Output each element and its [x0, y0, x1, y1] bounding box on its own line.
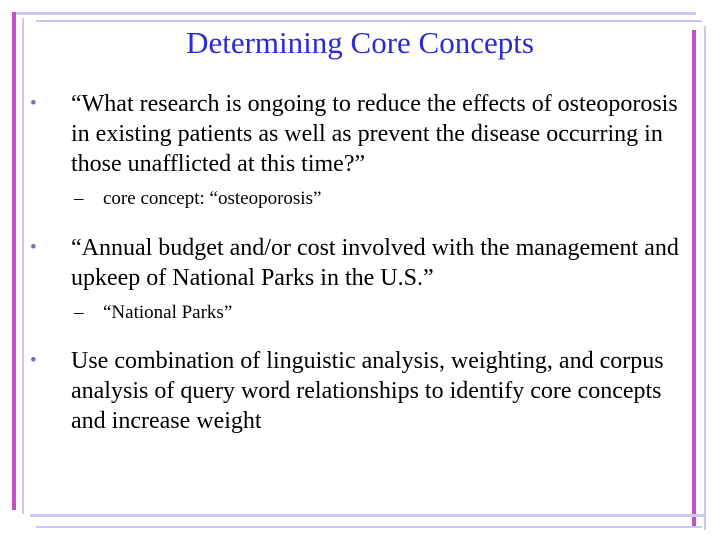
slide-title: Determining Core Concepts: [186, 25, 534, 60]
frame-top-inner-line: [36, 20, 702, 22]
sub-bullet-marker: –: [74, 188, 84, 209]
frame-bottom-line: [30, 514, 706, 517]
sub-bullet-text: “National Parks”: [103, 302, 233, 323]
bullet-item: [30, 346, 690, 436]
frame-bottom-outer-line: [36, 526, 702, 528]
sub-bullet-item: [30, 187, 690, 211]
bullet-text: “What research is ongoing to reduce the effects of osteoporosis in existing patients as well as prevent the disease occurring in those unafflicted at this time?”: [71, 91, 678, 177]
frame-left-accent-line: [12, 12, 16, 510]
bullet-item: [30, 233, 690, 293]
frame-right-outer-line: [704, 26, 706, 530]
bullet-marker: •: [30, 350, 37, 371]
sub-bullet-item: [30, 301, 690, 325]
sub-bullet-text: core concept: “osteoporosis”: [103, 188, 322, 209]
bullet-marker: •: [30, 93, 37, 114]
bullet-marker: •: [30, 237, 37, 258]
frame-top-line: [12, 12, 696, 15]
slide-content: [30, 89, 690, 436]
bullet-item: [30, 89, 690, 179]
bullet-text: Use combination of linguistic analysis, weighting, and corpus analysis of query word relationships to identify core concepts and increase weight: [71, 348, 664, 434]
frame-right-accent-line: [692, 30, 696, 526]
bullet-text: “Annual budget and/or cost involved with the management and upkeep of National Parks in the U.S.”: [71, 235, 679, 291]
sub-bullet-marker: –: [74, 302, 84, 323]
frame-left-inner-line: [22, 18, 24, 514]
